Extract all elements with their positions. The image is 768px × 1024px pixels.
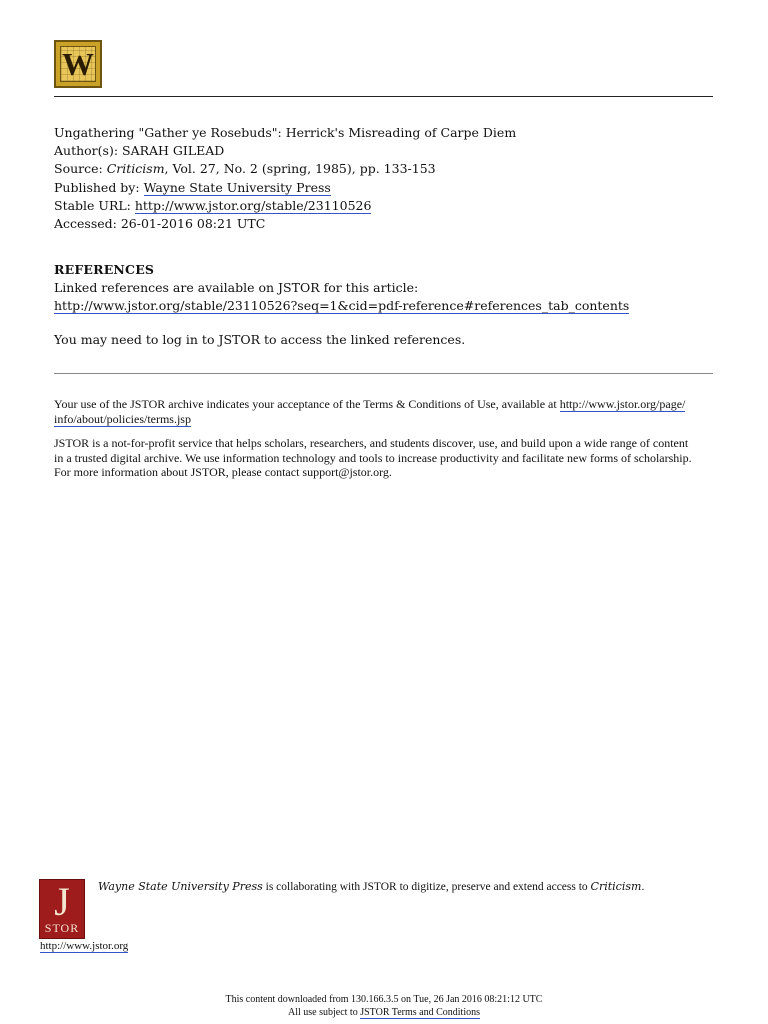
download-info: This content downloaded from 130.166.3.5 on Tue, 26 Jan 2016 08:21:12 UTC (225, 994, 543, 1005)
terms-link-part1[interactable]: http://www.jstor.org/page/ (559, 397, 686, 411)
download-footer (0, 994, 768, 1019)
collab-journal: Criticism (590, 880, 642, 893)
references-intro: Linked references are available on JSTOR for this article: (54, 280, 419, 296)
accessed-line: Accessed: 26-01-2016 08:21 UTC (54, 216, 266, 232)
jstor-logo-name: STOR (44, 921, 80, 935)
references-heading: REFERENCES (54, 262, 155, 277)
article-metadata (54, 124, 516, 233)
terms-paragraph: Your use of the JSTOR archive indicates your acceptance of the Terms & Conditions of Use, available at http://www.jstor.org/page/ info/about/policies/terms.jsp (54, 397, 686, 426)
jstor-logo-letter: J (54, 879, 70, 924)
stable-url-line: Stable URL: http://www.jstor.org/stable/23110526 (54, 197, 372, 213)
top-divider (54, 96, 713, 97)
publisher-logo-letter: W (62, 46, 94, 82)
terms-link-part2[interactable]: info/about/policies/terms.jsp (54, 411, 191, 426)
jstor-logo (39, 879, 85, 939)
terms-footer-line: All use subject to JSTOR Terms and Conditions (288, 1006, 480, 1018)
source-line: Source: Criticism, Vol. 27, No. 2 (spring, 1985), pp. 133-153 (54, 161, 436, 177)
login-note: You may need to log in to JSTOR to access the linked references. (54, 331, 466, 347)
article-title: Ungathering "Gather ye Rosebuds": Herrick's Misreading of Carpe Diem (54, 125, 517, 140)
author-line: Author(s): SARAH GILEAD (54, 143, 225, 159)
publisher-line: Published by: Wayne State University Press (54, 179, 331, 195)
terms-conditions-link[interactable]: JSTOR Terms and Conditions (360, 1006, 480, 1018)
publisher-logo (54, 40, 102, 88)
terms-section (54, 397, 714, 490)
jstor-home-link[interactable]: http://www.jstor.org (40, 940, 129, 952)
source-journal: Criticism (106, 161, 165, 177)
jstor-about-paragraph: JSTOR is a not-for-profit service that helps scholars, researchers, and students discover, use, and build upon a wide range of content in a trusted digital archive. We use information technology and tools to increase productivity and facilitate new forms of scholarship. For more information about JSTOR, please contact support@jstor.org. (54, 436, 692, 480)
author-name: SARAH GILEAD (122, 143, 225, 159)
middle-divider (54, 373, 713, 374)
publisher-link[interactable]: Wayne State University Press (143, 179, 331, 195)
stable-url-link[interactable]: http://www.jstor.org/stable/23110526 (134, 197, 372, 213)
collaboration-statement: Wayne State University Press is collaborating with JSTOR to digitize, preserve and extend access to Criticism. (98, 880, 645, 893)
references-link[interactable]: http://www.jstor.org/stable/23110526?seq=1&cid=pdf-reference#references_tab_contents (54, 298, 630, 314)
collab-publisher: Wayne State University Press (98, 880, 263, 893)
jstor-home-link-wrap (40, 940, 128, 952)
references-section (54, 261, 629, 349)
